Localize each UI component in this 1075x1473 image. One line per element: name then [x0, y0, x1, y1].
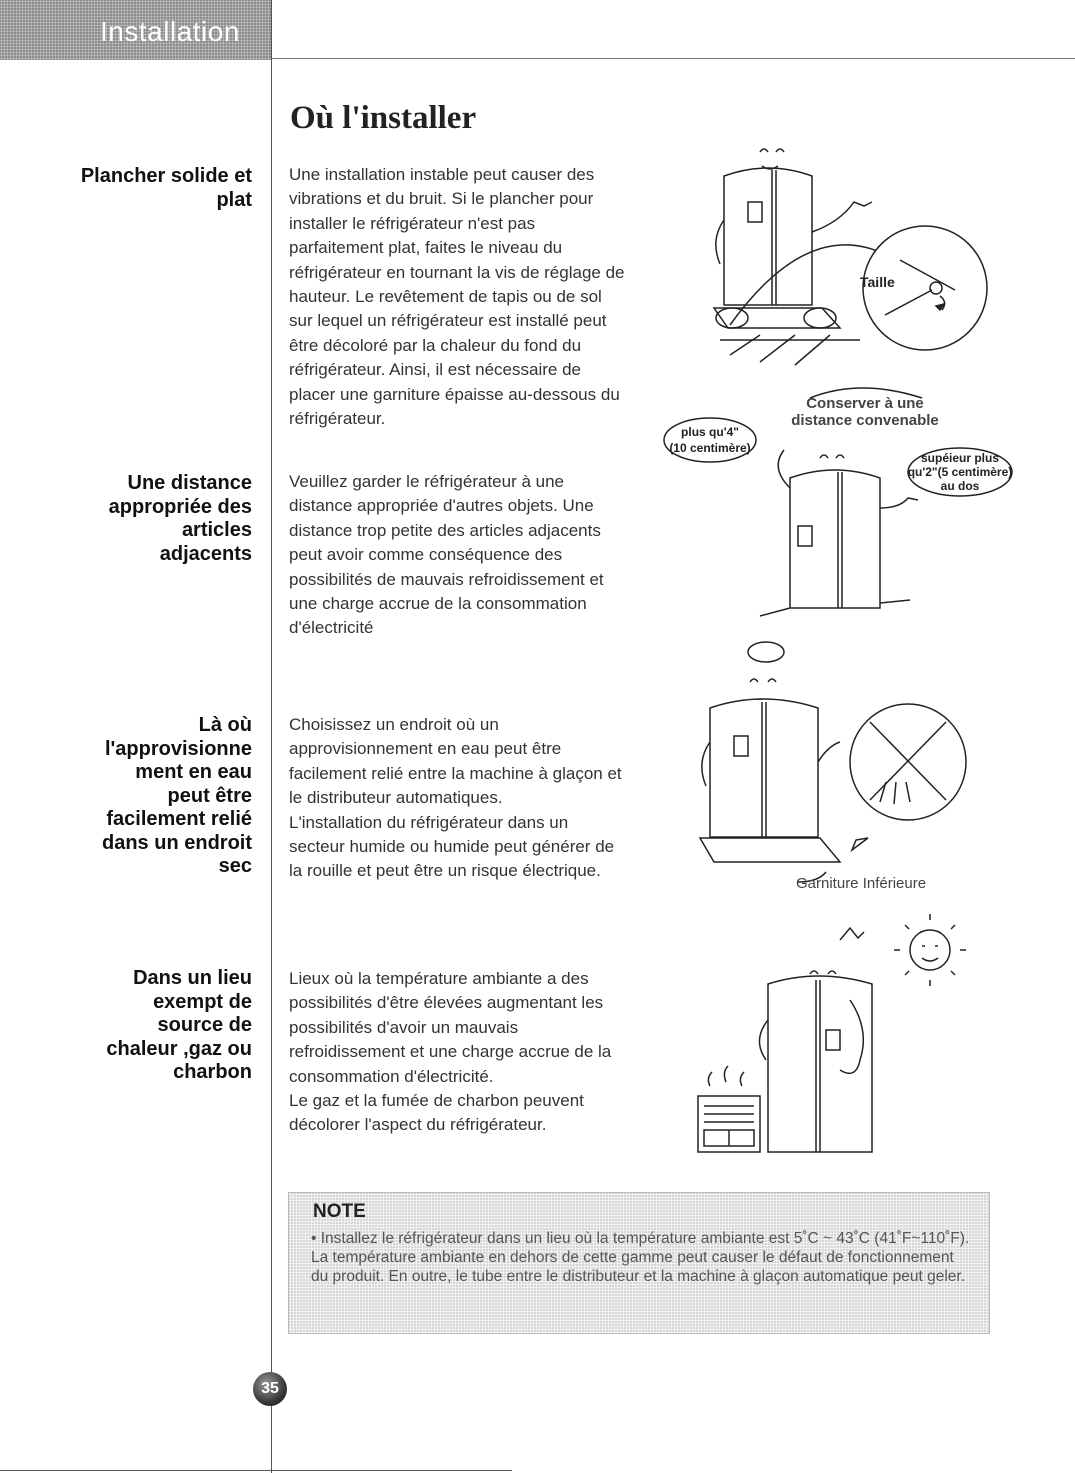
paragraph: Une installation instable peut causer des vibrations et du bruit. Si le plancher pour installer le réfrigérateur n'est pas parfaitement plat, faites le niveau du réfrigérateur en tournant la vis de réglage de hauteur. Le revêtement de tapis ou de sol sur lequel un réfrigérateur est installé peut être décoloré par la chaleur du fond du réfrigérateur. Ainsi, il est nécessaire de placer une garniture épaisse au-dessous du réfrigérateur.: [289, 165, 625, 429]
column-divider: [271, 0, 272, 1473]
text-water-supply: [289, 713, 649, 884]
label-right-line1: supéieur plus: [920, 451, 1000, 465]
paragraph: Le gaz et la fumée de charbon peuvent décolorer l'aspect du réfrigérateur.: [289, 1091, 584, 1135]
figure-water-supply: [690, 632, 980, 902]
heading-heat-source: Dans un lieu exempt de source de chaleur ,gaz ou charbon: [106, 967, 252, 1083]
text-heat-source: [289, 967, 649, 1138]
note-text: • Installez le réfrigérateur dans un lieu où la température ambiante est 5˚C ~ 43˚C (41˚F~110˚F). La température ambiante en dehors de cette gamme peut causer le défaut de fonctionnement du produit. En outre, le tube entre le distributeur et la machine à glaçon automatique peut geler.: [311, 1230, 970, 1285]
figure-leveling-refrigerator: [700, 140, 1000, 370]
page-title: Où l'installer: [290, 100, 477, 136]
paragraph: Lieux où la température ambiante a des possibilités d'être élevées augmentant les possibilités d'avoir un mauvais refroidissement et une charge accrue de la consommation d'électricité.: [289, 969, 612, 1086]
label-right-line3: au dos: [940, 479, 980, 493]
label-left-line2: (10 centimère): [669, 441, 751, 455]
paragraph: Veuillez garder le réfrigérateur à une distance appropriée d'autres objets. Une distance trop petite des articles adjacents peut avoir comme conséquence des possibilités de mauvais refroidissement et une charge accrue de la consommation d'électricité: [289, 472, 604, 638]
label-conserver-line2: distance convenable: [791, 412, 939, 429]
label-right-line2: qu'2"(5 centimère): [907, 465, 1013, 479]
label-left-line1: plus qu'4": [681, 425, 739, 439]
heading-water-supply: Là où l'approvisionne ment en eau peut être facilement relié dans un endroit sec: [102, 714, 252, 877]
footer-rule: [0, 1470, 512, 1471]
note-title: NOTE: [313, 1201, 366, 1222]
paragraph: Choisissez un endroit où un approvisionnement en eau peut être facilement relié entre la machine à glaçon et le distributeur automatiques.: [289, 715, 622, 808]
figure-clearance: [660, 378, 1020, 628]
header-rule: [272, 58, 1075, 59]
heading-distance: Une distance appropriée des articles adjacents: [108, 472, 252, 565]
text-solid-floor: [289, 163, 649, 431]
label-conserver-line1: Conserver à une: [806, 395, 924, 412]
label-garniture: Garniture Inférieure: [796, 875, 927, 892]
section-tab-label: Installation: [100, 16, 240, 47]
paragraph: L'installation du réfrigérateur dans un secteur humide ou humide peut générer de la rouille et peut être un risque électrique.: [289, 812, 615, 881]
section-tab: [0, 0, 272, 60]
text-distance: [289, 470, 649, 641]
page-number-badge: 35: [253, 1372, 287, 1406]
note-box: [288, 1192, 990, 1334]
figure-heat-source: [690, 910, 990, 1160]
label-taille: Taille: [860, 274, 895, 290]
heading-solid-floor: Plancher solide et plat: [80, 165, 252, 211]
